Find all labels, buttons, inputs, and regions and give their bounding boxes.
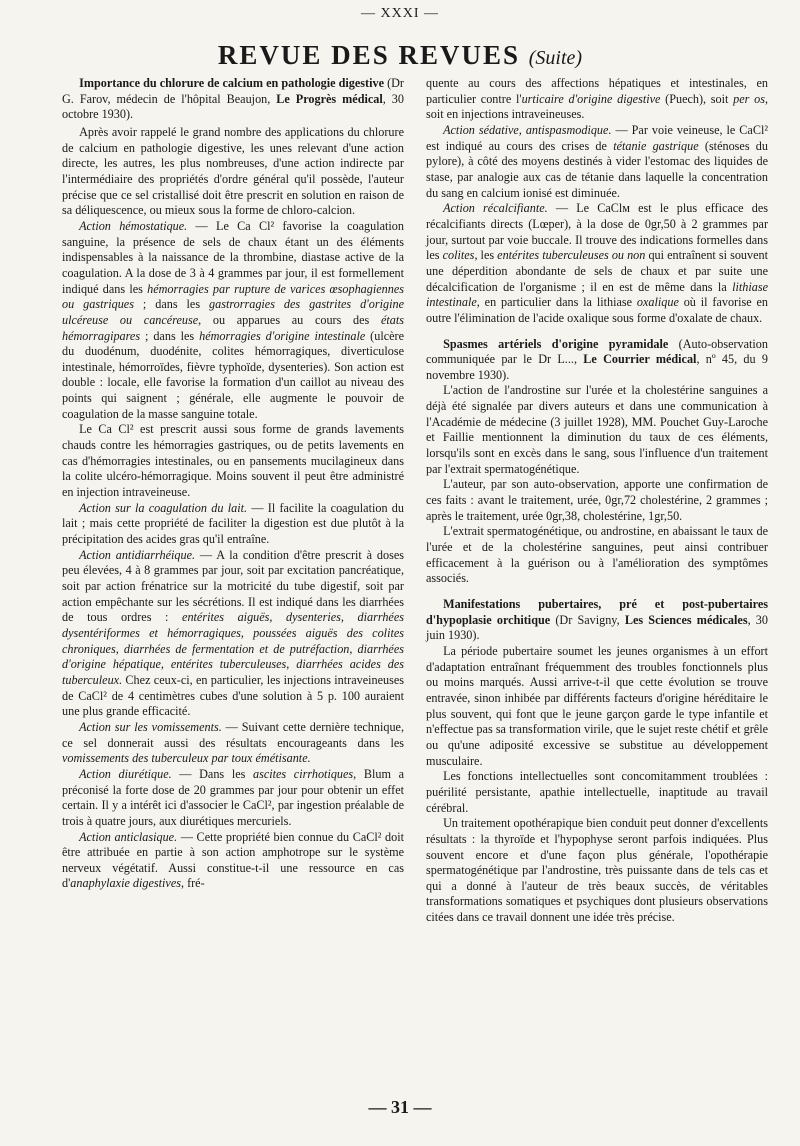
paragraph: Un traitement opothérapique bien conduit peut donner d'excellents résultats : la thyroïde et l'hypophyse seront parfois indiquées. Plus souvent encore et d'une façon plus générale, l'opothérapie spermatogénétique par l'androstine, très puissante dans de tels cas et qui a donné à l'auteur de très beaux succès, de véritables transformations somatiques et psychiques dont plusieurs observations citées dans ce travail donnent une idée très précise.	[426, 816, 768, 925]
roman-page-number: — XXXI —	[361, 6, 439, 21]
paragraph: La période pubertaire soumet les jeunes organismes à un effort d'adaptation entraînant fréquemment des troubles fonctionnels plus ou moins marqués. Aussi arrive-t-il que cette évolution se trouve entravée, sinon inhibée par différents facteurs d'origine héréditaire le plus souvent, qui font que le jeune garçon garde le type infantile et n'effectue pas sa transformation virile, que le sujet reste chétif et grêle ou qu'une adiposité excessive se substitue au développement musculaire.	[426, 643, 768, 768]
paragraph-antidiarrheique: Action antidiarrhéique. — A la condition d'être prescrit à doses peu élevées, 4 à 8 grammes par jour, soit par excitation pancréatique, soit par action frénatrice sur la motricité du tube digestif, soit par action empêchante sur les sécrétions. Il est indiqué dans les diarrhées de tous ordres : entérites aiguës, dysenteries, diarrhées dysentériformes et hémorragiques, poussées aiguës des colites chroniques, diarrhées de fermentation et de putréfaction, diarrhées d'origine hépatique, entérites tuberculeuses, diarrhées acides des tuberculeux. Chez ceux-ci, en particulier, les injections intraveineuses de CaCl² de 4 centimètres cubes d'une solution à 5 p. 100 auraient une plus grande efficacité.	[62, 547, 404, 719]
paragraph: Les fonctions intellectuelles sont concomitamment troublées : puérilité persistante, apathie intellectuelle, inaptitude au travail cérébral.	[426, 769, 768, 815]
paragraph-hemostatique: Action hémostatique. — Le Ca Cl² favorise la coagulation sanguine, la présence de sels de chaux étant un des éléments indispensables à la naissance de la thrombine, diastase active de la coagulation. A la dose de 3 à 4 grammes par jour, il est formellement indiqué dans les hémorragies par rupture de varices œsophagiennes ou gastriques ; dans les gastrorragies des gastrites d'origine ulcéreuse ou cancéreuse, ou apparues au cours des états hémorragipares ; dans les hémorragies d'origine intestinale (ulcère du duodénum, duodénite, colites hémorragiques, diverticulose intestinale, hémorroïdes, fièvre typhoïde, dysenteries). Son action est double : locale, elle favorise la formation d'un caillot au niveau des points qui saignent ; générale, elle augmente le pouvoir de coagulation de la masse sanguine totale.	[62, 218, 405, 421]
paragraph: L'action de l'androstine sur l'urée et la cholestérine sanguines a déjà été signalée par divers auteurs et dans une communication à l'Académie de médecine (3 juillet 1928), MM. Pouchet Guy-Laroche et Faillie mentionnent la diminution du taux de ces éléments, lorsqu'ils sont en excès dans le sang, sous l'influence d'un traitement par l'extrait spermatogénétique.	[426, 383, 768, 476]
paragraph-vomissements: Action sur les vomissements. — Suivant cette dernière technique, ce sel donnerait aussi des résultats encourageants dans les vomissements des tuberculeux par toux émétisante.	[62, 719, 404, 766]
left-column	[62, 76, 404, 926]
article-heading-calcium: Importance du chlorure de calcium en pathologie digestive (Dr G. Farov, médecin de l'hôpital Beaujon, Le Progrès médical, 30 octobre 1930).	[62, 76, 404, 122]
article-heading-pubertaires: Manifestations pubertaires, pré et post-pubertaires d'hypoplasie orchitique (Dr Savigny, Les Sciences médicales, 30 juin 1930).	[426, 597, 768, 643]
columns	[62, 76, 768, 926]
paragraph-continued: quente au cours des affections hépatiques et intestinales, en particulier contre l'urticaire d'origine digestive (Puech), soit per os, soit en injections intraveineuses.	[426, 76, 768, 122]
section-title: REVUE DES REVUES	[217, 40, 520, 70]
section-title-suite: (Suite)	[528, 47, 583, 69]
paragraph-sedative: Action sédative, antispasmodique. — Par voie veineuse, le CaCl² est indiqué au cours des crises de tétanie gastrique (sténoses du pylore), à côté des moyens destinés à vider l'estomac des liquides de stase, par analogie aux cas de tétanie dans laquelle la concentration du sang en calcium ionisé est diminuée.	[426, 122, 768, 200]
page-title	[0, 40, 800, 71]
paragraph-diuretique: Action diurétique. — Dans les ascites cirrhotiques, Blum a préconisé la forte dose de 20 grammes par jour pour obtenir un effet certain. Il y a intérêt ici d'associer le CaCl², par ingestion préalable de trois à quatre jours, aux diurétiques mercuriels.	[62, 766, 404, 828]
paragraph: L'auteur, par son auto-observation, apporte une confirmation de ces faits : avant le traitement, urée, 0gr,72 cholestérine, 2 grammes ; après le traitement, urée 0gr,38, cholestérine, 1gr,50.	[426, 477, 768, 523]
right-column	[426, 76, 768, 926]
paragraph: Après avoir rappelé le grand nombre des applications du chlorure de calcium en pathologie digestive, les unes relevant d'une action directe, les autres, les plus nombreuses, d'une action indirecte par l'intermédiaire des propriétés d'ordre général qu'il possède, l'auteur précise que ce sel cristallisé doit être prescrit en solution en raison de sa déliquescence, ou mieux sous la forme de chloro-calcion.	[62, 124, 404, 218]
paragraph-coagulation-lait: Action sur la coagulation du lait. — Il facilite la coagulation du lait ; mais cette propriété de faciliter la digestion est due plutôt à la précipitation des acides gras qu'il entraîne.	[62, 500, 404, 547]
paragraph: L'extrait spermatogénétique, ou androstine, en abaissant le taux de l'urée et de la cholestérine sanguines, peut ainsi contribuer efficacement à la guérison ou à l'amélioration des symptômes associés.	[426, 524, 768, 586]
article-heading-spasmes: Spasmes artériels d'origine pyramidale (Auto-observation communiquée par le Dr L..., Le Courrier médical, nº 45, du 9 novembre 1930).	[426, 336, 768, 382]
page-number: — 31 —	[368, 1097, 432, 1117]
paragraph-anticlasique: Action anticlasique. — Cette propriété bien connue du CaCl² doit être attribuée en partie à son action amphotrope sur le système nerveux végétatif. Aussi constitue-t-il une ressource en cas d'anaphylaxie digestives, fré-	[62, 829, 404, 891]
paragraph: Le Ca Cl² est prescrit aussi sous forme de grands lavements chauds contre les hémorragies gastriques, ou de petits lavements en cas d'hémorragies intestinales, ou en pansements mucilagineux dans la colite ulcéro-hémorragique. Moins souvent il peut être administré en injection intraveineuse.	[62, 422, 404, 500]
paragraph-recalcifiante: Action récalcifiante. — Le CaClм est le plus efficace des récalcifiants directs (Lœper), à la dose de 0gr,50 à 2 grammes par jour, surtout par voie buccale. Il trouve des indications formelles dans les colites, les entérites tuberculeuses ou non qui entraînent si souvent une déperdition abondante de sels de chaux et par suite une décalcification de l'organisme ; il en est de même dans la lithiase intestinale, en particulier dans la lithiase oxalique où il favorise en outre l'élimination de l'acide oxalique sous forme d'oxalate de chaux.	[426, 201, 769, 325]
